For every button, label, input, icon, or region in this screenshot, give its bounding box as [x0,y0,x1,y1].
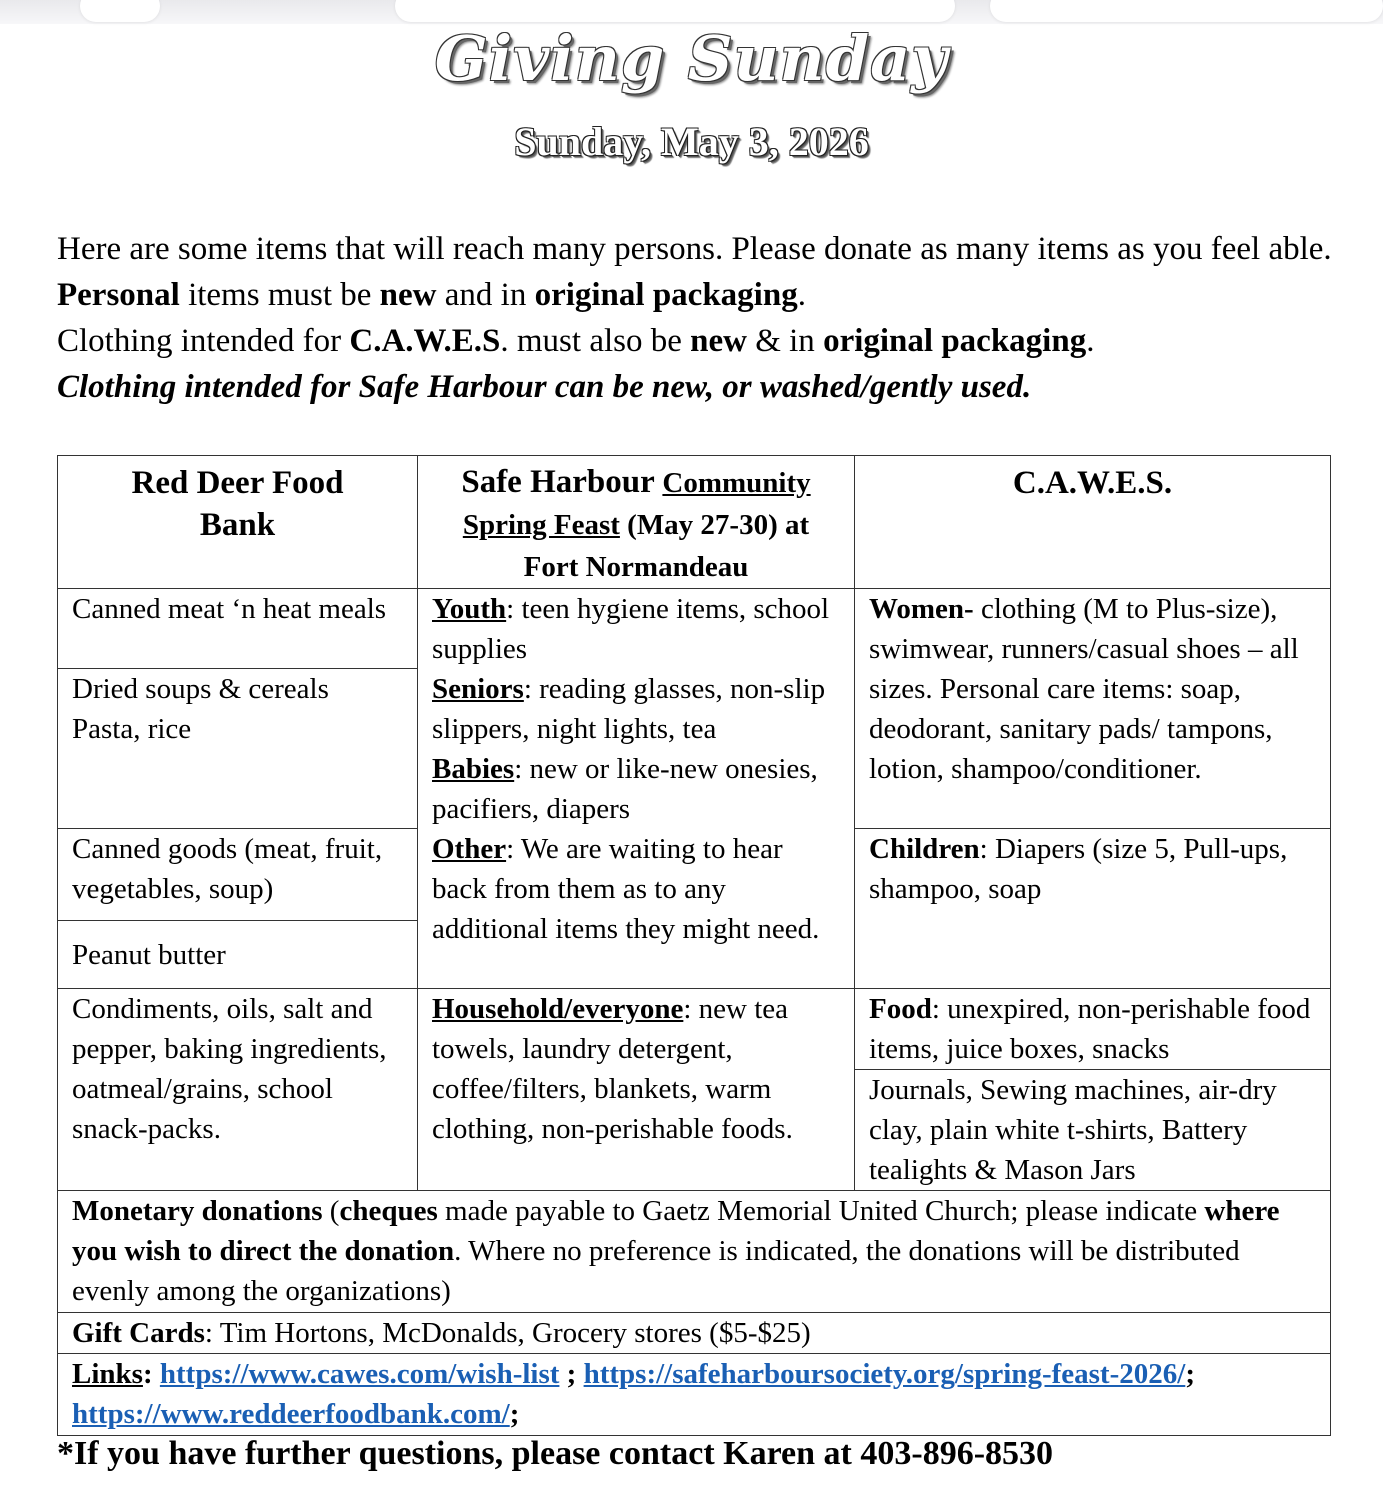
intro-line-3: Clothing intended for Safe Harbour can be new, or washed/gently used. [57,369,1032,405]
window-top-bar [0,0,1383,24]
header-food-bank: Red Deer Food Bank [58,456,418,589]
header-cawes: C.A.W.E.S. [855,456,1331,589]
safe-harbour-items: Youth: teen hygiene items, school supplies Seniors: reading glasses, non-slip slippers, night lights, tea Babies: new or like-new onesies, pacifiers, diapers Other: We are waiting to hear back from them as to any additional items they might need. [418,589,855,989]
cawes-food-items: Food: unexpired, non-perishable food items, juice boxes, snacks [855,989,1331,1070]
cawes-wishlist-link[interactable]: https://www.cawes.com/wish-list [159,1358,560,1390]
intro-text [57,226,1347,410]
links-row [58,1354,1331,1436]
cawes-women-items: Women- clothing (M to Plus-size), swimwear, runners/casual shoes – all sizes. Personal care items: soap, deodorant, sanitary pads/ tampons, lotion, shampoo/conditioner. [855,589,1331,829]
intro-line-2: Clothing intended for C.A.W.E.S. must also be new & in original packaging. [57,323,1095,359]
gift-card-row [58,1313,1331,1354]
table-row [58,989,1331,1070]
safe-harbour-household: Household/everyone: new tea towels, laundry detergent, coffee/filters, blankets, warm clothing, non-perishable foods. [418,989,855,1191]
contact-footer: *If you have further questions, please contact Karen at 403-896-8530 [57,1435,1054,1472]
event-date: Sunday, May 3, 2026 [514,119,869,164]
monetary-row [58,1191,1331,1313]
cawes-children-items: Children: Diapers (size 5, Pull-ups, shampoo, soap [855,829,1331,989]
donation-table [57,455,1331,1436]
food-bank-item: Peanut butter [58,921,418,989]
cawes-other-items: Journals, Sewing machines, air-dry clay, plain white t-shirts, Battery tealights & Mason Jars [855,1070,1331,1191]
monetary-donations: Monetary donations (cheques made payable to Gaetz Memorial United Church; please indicate where you wish to direct the donation. Where no preference is indicated, the donations will be distributed evenly among the organizations) [58,1191,1331,1313]
food-bank-item: Canned goods (meat, fruit, vegetables, soup) [58,829,418,921]
gift-cards: Gift Cards: Tim Hortons, McDonalds, Grocery stores ($5-$25) [58,1313,1331,1354]
header-safe-harbour: Safe Harbour Community Spring Feast (May 27-30) at Fort Normandeau [418,456,855,589]
food-bank-item: Canned meat ‘n heat meals [58,589,418,669]
intro-line-1: Here are some items that will reach many persons. Please donate as many items as you feel able. Personal items must be new and in original packaging. [57,231,1332,313]
safe-harbour-link[interactable]: https://safeharboursociety.org/spring-feast-2026/ [583,1358,1186,1390]
top-tab-left[interactable] [80,0,160,22]
top-tab-right[interactable] [990,0,1383,22]
food-bank-link[interactable]: https://www.reddeerfoodbank.com/ [72,1398,510,1430]
table-header-row [58,456,1331,589]
links: Links: https://www.cawes.com/wish-list ; https://safeharboursociety.org/spring-feast-2026/; https://www.reddeerfoodbank.com/; [58,1354,1331,1436]
food-bank-item: Condiments, oils, salt and pepper, baking ingredients, oatmeal/grains, school snack-packs. [58,989,418,1191]
top-tab-center[interactable] [395,0,955,22]
page-title: Giving Sunday [434,22,949,95]
table-row [58,589,1331,669]
food-bank-item: Dried soups & cereals Pasta, rice [58,669,418,829]
